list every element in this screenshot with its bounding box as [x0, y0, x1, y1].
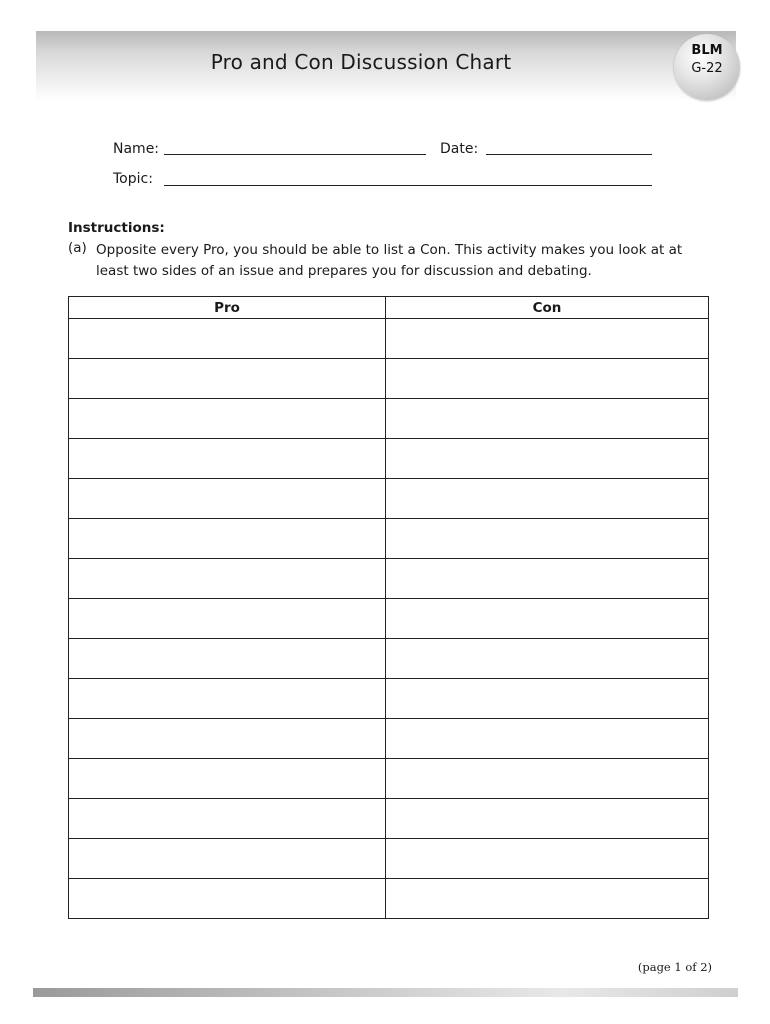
- con-cell[interactable]: [386, 599, 709, 639]
- table-row: [69, 599, 709, 639]
- con-cell[interactable]: [386, 559, 709, 599]
- topic-label: Topic:: [113, 171, 153, 187]
- con-cell[interactable]: [386, 879, 709, 919]
- table-row: [69, 479, 709, 519]
- table-row: [69, 799, 709, 839]
- pro-cell[interactable]: [69, 719, 386, 759]
- date-field[interactable]: [486, 154, 652, 155]
- con-cell[interactable]: [386, 639, 709, 679]
- table-body: [69, 319, 709, 919]
- pro-cell[interactable]: [69, 359, 386, 399]
- pro-cell[interactable]: [69, 399, 386, 439]
- pro-cell[interactable]: [69, 519, 386, 559]
- table-row: [69, 679, 709, 719]
- table-row: [69, 719, 709, 759]
- instruction-marker: (a): [68, 240, 87, 256]
- table-row: [69, 319, 709, 359]
- con-cell[interactable]: [386, 799, 709, 839]
- pro-cell[interactable]: [69, 439, 386, 479]
- pro-con-table: [68, 296, 709, 919]
- pro-cell[interactable]: [69, 479, 386, 519]
- pro-cell[interactable]: [69, 599, 386, 639]
- page-title: Pro and Con Discussion Chart: [210, 50, 512, 74]
- table-row: [69, 399, 709, 439]
- instructions-heading: Instructions:: [68, 220, 165, 236]
- con-cell[interactable]: [386, 839, 709, 879]
- blm-badge: [674, 34, 740, 100]
- con-cell[interactable]: [386, 439, 709, 479]
- con-cell[interactable]: [386, 679, 709, 719]
- badge-label: BLM: [691, 43, 723, 58]
- table-row: [69, 639, 709, 679]
- pro-cell[interactable]: [69, 639, 386, 679]
- con-cell[interactable]: [386, 479, 709, 519]
- instruction-text: Opposite every Pro, you should be able to list a Con. This activity makes you look at at least two sides of an issue and prepares you for discussion and debating.: [96, 242, 683, 279]
- pro-cell[interactable]: [69, 839, 386, 879]
- con-cell[interactable]: [386, 399, 709, 439]
- pro-cell[interactable]: [69, 879, 386, 919]
- table-row: [69, 879, 709, 919]
- con-cell[interactable]: [386, 319, 709, 359]
- table-row: [69, 359, 709, 399]
- con-cell[interactable]: [386, 519, 709, 559]
- page-number: (page 1 of 2): [637, 960, 712, 974]
- pro-cell[interactable]: [69, 799, 386, 839]
- con-cell[interactable]: [386, 719, 709, 759]
- topic-field[interactable]: [164, 185, 652, 186]
- table-row: [69, 519, 709, 559]
- con-cell[interactable]: [386, 759, 709, 799]
- pro-cell[interactable]: [69, 319, 386, 359]
- pro-cell[interactable]: [69, 759, 386, 799]
- table-row: [69, 559, 709, 599]
- badge-code: G-22: [691, 61, 723, 76]
- date-label: Date:: [440, 141, 479, 157]
- con-cell[interactable]: [386, 359, 709, 399]
- name-field[interactable]: [164, 154, 426, 155]
- table-row: [69, 839, 709, 879]
- name-label: Name:: [113, 141, 160, 157]
- table-row: [69, 439, 709, 479]
- con-column-header: Con: [386, 297, 709, 319]
- table-header-row: [69, 297, 709, 319]
- pro-cell[interactable]: [69, 559, 386, 599]
- pro-cell[interactable]: [69, 679, 386, 719]
- pro-column-header: Pro: [69, 297, 386, 319]
- table-row: [69, 759, 709, 799]
- footer-band: [33, 988, 738, 997]
